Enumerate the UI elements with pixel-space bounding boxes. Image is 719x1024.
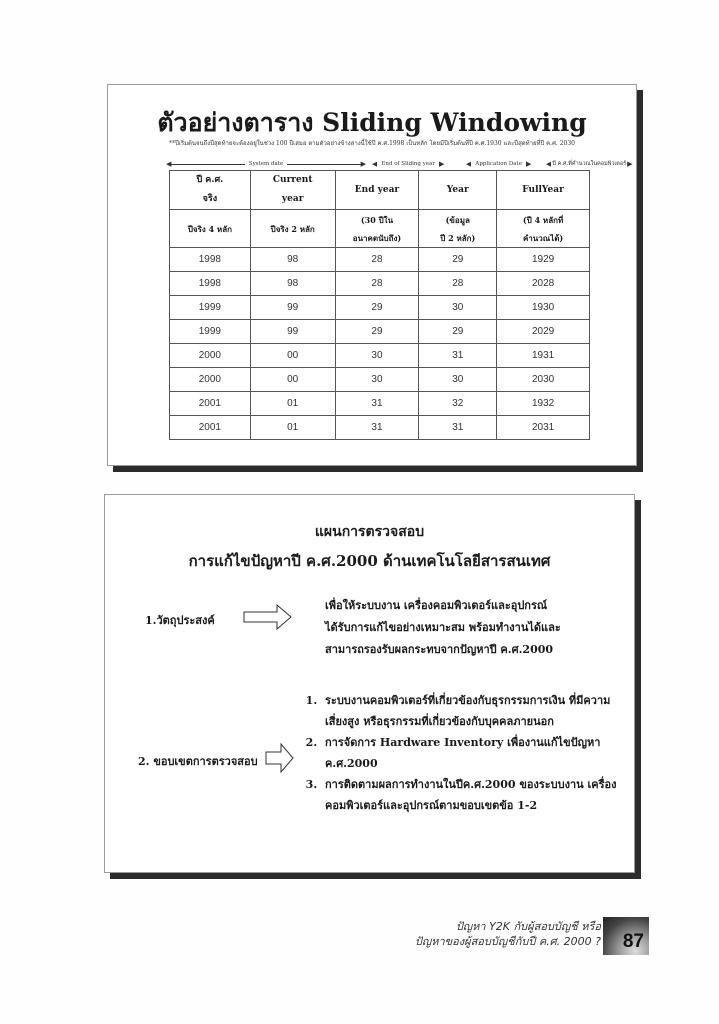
end-sliding-arrow [372, 159, 462, 169]
table-header-row [170, 171, 590, 210]
objective-text: เพื่อให้ระบบงาน เครื่องคอมพิวเตอร์และอุปกรณ์ ได้รับการแก้ไขอย่างเหมาะสม พร้อมทำงานได้และ สามารถรองรับผลกระทบจากปัญหาปี ค.ศ.2000 [325, 599, 561, 656]
range-arrows [166, 159, 633, 169]
table-cell: 29 [335, 320, 419, 344]
header-cell: ปีจริง 4 หลัก [170, 210, 251, 248]
scope-item: 3. การติดตามผลการทำงานในปีค.ศ.2000 ของระบบงาน เครื่องคอมพิวเตอร์และอุปกรณ์ตามขอบเขตข้อ 1-2 [321, 774, 631, 816]
application-date-arrow [466, 159, 546, 169]
header-cell: (ปี 4 หลักที่ คำนวณได้) [497, 210, 590, 248]
header-cell: ปี ค.ศ. จริง [170, 171, 251, 210]
table-row [170, 344, 590, 368]
table-cell: 01 [250, 392, 335, 416]
table-cell: 2000 [170, 368, 251, 392]
plan-subtitle: การแก้ไขปัญหาปี ค.ศ.2000 ด้านเทคโนโลยีสารสนเทศ [188, 552, 551, 570]
table-cell: 30 [335, 368, 419, 392]
table-cell: 28 [419, 272, 497, 296]
table-cell: 1929 [497, 248, 590, 272]
table-cell: 28 [335, 272, 419, 296]
table-cell: 99 [250, 296, 335, 320]
slide-note: **ปีเริ่มต้นจนถึงปีสุดท้ายจะต้องอยู่ในช่วง 100 ปีเสมอ ตามตัวอย่างข้างล่างนี้ใช้ปี ค.ศ.1998 เป็นหลัก โดยมีปีเริ่มต้นที่ปี ค.ศ.1930 และปีสุดท้ายที่ปี ค.ศ. 2030 [169, 140, 575, 147]
header-cell: End year [335, 171, 419, 210]
header-cell: Year [419, 171, 497, 210]
table-cell: 2001 [170, 416, 251, 440]
arrow-right-icon: ▶ [360, 160, 366, 168]
header-cell: Current year [250, 171, 335, 210]
arrow-left-icon: ◀ [546, 160, 552, 168]
table-row [170, 416, 590, 440]
table-cell: 31 [419, 416, 497, 440]
table-cell: 31 [335, 416, 419, 440]
audit-plan-slide [104, 494, 635, 873]
sliding-window-slide [107, 84, 637, 466]
table-cell: 30 [335, 344, 419, 368]
arrow-label: End of Sliding year [377, 161, 439, 167]
footer-line: ปัญหา Y2K กับผู้สอบบัญชี หรือ [455, 920, 601, 933]
table-cell: 1999 [170, 296, 251, 320]
table-cell: 2028 [497, 272, 590, 296]
header-cell: (30 ปีใน อนาคตนับถึง) [335, 210, 419, 248]
scope-item: 2. การจัดการ Hardware Inventory เพื่องานแก้ไขปัญหา ค.ศ.2000 [321, 732, 631, 774]
table-cell: 29 [419, 248, 497, 272]
table-cell: 32 [419, 392, 497, 416]
table-cell: 2001 [170, 392, 251, 416]
arrow-label: System date [245, 161, 287, 167]
table-cell: 1999 [170, 320, 251, 344]
page-footer [415, 919, 601, 949]
arrow-right-icon [243, 604, 293, 630]
table-cell: 2030 [497, 368, 590, 392]
page-number: 87 [622, 931, 644, 952]
header-cell: FullYear [497, 171, 590, 210]
table-row [170, 320, 590, 344]
arrow-right-icon: ▶ [627, 160, 633, 168]
table-row [170, 248, 590, 272]
table-header-row [170, 210, 590, 248]
footer-line: ปัญหาของผู้สอบบัญชีกับปี ค.ศ. 2000 ? [414, 935, 601, 948]
table-cell: 31 [419, 344, 497, 368]
sliding-window-table [169, 170, 590, 440]
arrow-left-icon: ◀ [372, 160, 378, 168]
plan-title: แผนการตรวจสอบ [314, 524, 425, 540]
table-cell: 1998 [170, 272, 251, 296]
table-cell: 1998 [170, 248, 251, 272]
arrow-label: ปี ค.ศ.ที่คำนวณในคอมพิวเตอร์ [552, 161, 627, 167]
table-cell: 1930 [497, 296, 590, 320]
arrow-right-icon: ▶ [438, 160, 445, 168]
table-cell: 31 [335, 392, 419, 416]
arrow-right-icon: ▶ [526, 160, 532, 168]
table-cell: 98 [250, 272, 335, 296]
table-cell: 1931 [497, 344, 590, 368]
arrow-label: Application Date [471, 161, 526, 167]
table-cell: 2031 [497, 416, 590, 440]
slide-title: ตัวอย่างตาราง Sliding Windowing [157, 108, 587, 137]
table-cell: 29 [335, 296, 419, 320]
table-cell: 28 [335, 248, 419, 272]
table-row [170, 296, 590, 320]
table-cell: 00 [250, 344, 335, 368]
table-cell: 1932 [497, 392, 590, 416]
scope-item: 1. ระบบงานคอมพิวเตอร์ที่เกี่ยวข้องกับธุรกรรมการเงิน ที่มีความเสี่ยงสูง หรือธุรกรรมที่เกี่ยวข้องกับบุคคลภายนอก [321, 690, 631, 732]
header-cell: (ข้อมูล ปี 2 หลัก) [419, 210, 497, 248]
arrow-right-icon [265, 743, 295, 773]
table-cell: 29 [419, 320, 497, 344]
computed-year-arrow [546, 159, 636, 169]
table-cell: 30 [419, 368, 497, 392]
scope-label: 2. ขอบเขตการตรวจสอบ [138, 755, 258, 768]
table-row [170, 392, 590, 416]
table-row [170, 272, 590, 296]
table-cell: 00 [250, 368, 335, 392]
clock-page-badge [603, 917, 649, 955]
table-row [170, 368, 590, 392]
table-cell: 2029 [497, 320, 590, 344]
table-cell: 2000 [170, 344, 251, 368]
table-cell: 01 [250, 416, 335, 440]
system-date-arrow [166, 159, 366, 169]
arrow-left-icon: ◀ [466, 160, 472, 168]
objective-label: 1.วัตถุประสงค์ [145, 614, 215, 627]
arrow-left-icon: ◀ [166, 160, 172, 168]
scope-list [301, 690, 631, 816]
table-cell: 99 [250, 320, 335, 344]
table-cell: 30 [419, 296, 497, 320]
table-cell: 98 [250, 248, 335, 272]
header-cell: ปีจริง 2 หลัก [250, 210, 335, 248]
